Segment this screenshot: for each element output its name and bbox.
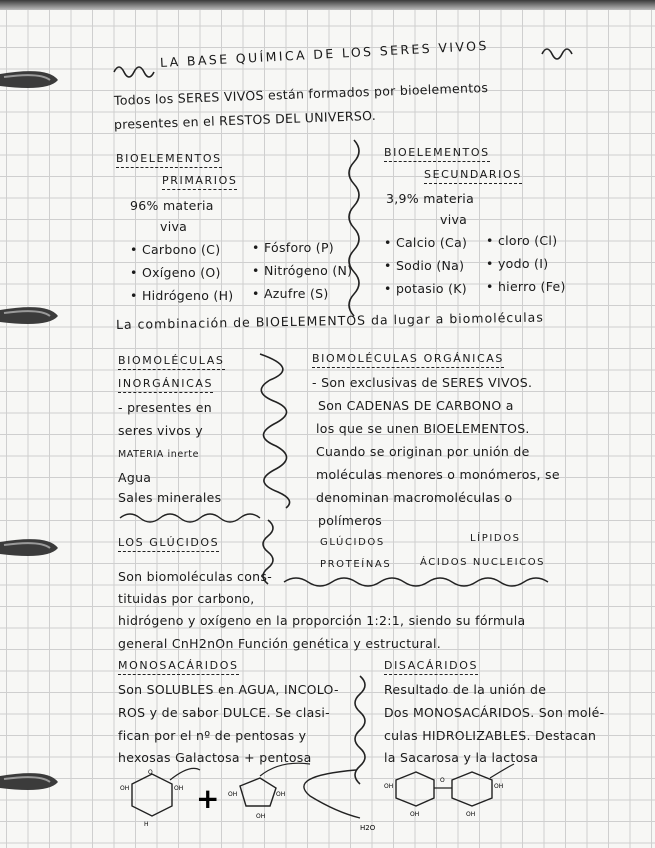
svg-text:O: O	[148, 769, 153, 776]
secundarios-item: • Calcio (Ca)	[384, 235, 468, 250]
primarios-heading-2: PRIMARIOS	[162, 174, 237, 190]
intro-line-1: Todos los SERES VIVOS están formados por bioelementos	[113, 79, 489, 108]
organicas-line: Son CADENAS DE CARBONO a	[318, 398, 514, 413]
organicas-line: denominan macromoléculas o	[316, 490, 513, 505]
glucidos-line: tituidas por carbono,	[118, 591, 255, 606]
disacaridos-line: Resultado de la unión de	[384, 682, 547, 697]
organicas-line: los que se unen BIOELEMENTOS.	[316, 421, 530, 436]
divider-wave-2-icon	[256, 350, 300, 510]
binder-ring-4-icon	[0, 770, 62, 794]
primarios-item: • Fósforo (P)	[252, 240, 334, 255]
binder-ring-2-icon	[0, 304, 62, 328]
fructose-ring-icon	[452, 772, 492, 806]
svg-text:OH: OH	[384, 783, 394, 790]
svg-text:OH: OH	[174, 785, 184, 792]
plus-sign: +	[196, 782, 220, 815]
disacaridos-line: culas HIDROLIZABLES. Destacan	[384, 728, 597, 743]
primarios-pct: 96% materia	[130, 198, 214, 213]
organicas-heading: BIOMOLÉCULAS ORGÁNICAS	[312, 352, 504, 368]
glucidos-line: hidrógeno y oxígeno en la proporción 1:2:1, siendo su fórmula	[118, 613, 526, 628]
primarios-pct-2: viva	[160, 219, 188, 234]
monosacaridos-line: hexosas Galactosa + pentosa	[118, 750, 312, 765]
organicas-line: polímeros	[318, 513, 383, 528]
inorganicas-heading-1: BIOMOLÉCULAS	[118, 354, 225, 370]
combination-sentence: La combinación de BIOELEMENTOS da lugar a biomoléculas	[115, 309, 544, 332]
separator-wave-2-icon	[282, 574, 552, 588]
organicas-type-proteinas: PROTEÍNAS	[320, 559, 392, 570]
primarios-item: • Nitrógeno (N)	[252, 263, 353, 278]
sugar-diagram	[110, 766, 610, 836]
svg-text:OH: OH	[276, 791, 286, 798]
organicas-type-acidos: ÁCIDOS NUCLEICOS	[420, 557, 546, 568]
title-squiggle-left-icon	[112, 62, 156, 76]
svg-text:OH: OH	[120, 785, 130, 792]
title-squiggle-right-icon	[540, 44, 576, 58]
secundarios-heading-1: BIOELEMENTOS	[384, 146, 490, 162]
monosacaridos-heading: MONOSACÁRIDOS	[118, 659, 239, 675]
glucidos-line: general CnH2nOn Función genética y estructural.	[118, 636, 442, 651]
inorganicas-line: seres vivos y	[118, 423, 203, 438]
secundarios-item: • yodo (I)	[486, 256, 549, 271]
secundarios-item: • potasio (K)	[384, 281, 467, 296]
divider-wave-1-icon	[344, 140, 364, 316]
binder-ring-3-icon	[0, 536, 62, 560]
organicas-line: moléculas menores o monómeros, se	[316, 467, 560, 482]
primarios-heading-1: BIOELEMENTOS	[116, 152, 222, 168]
svg-text:H: H	[144, 821, 149, 828]
hexose-ring-icon	[132, 774, 172, 816]
glucidos-line: Son biomoléculas cons-	[118, 569, 272, 584]
secundarios-item: • cloro (Cl)	[486, 233, 558, 248]
monosacaridos-line: Son SOLUBLES en AGUA, INCOLO-	[118, 682, 339, 697]
page-top-edge	[0, 0, 655, 10]
disacaridos-line: la Sacarosa y la lactosa	[384, 750, 539, 765]
pentose-ring-icon	[240, 778, 276, 806]
secundarios-heading-2: SECUNDARIOS	[424, 168, 522, 184]
monosacaridos-line: fican por el nº de pentosas y	[118, 728, 307, 743]
svg-text:OH: OH	[494, 783, 504, 790]
inorganicas-line: Sales minerales	[118, 490, 222, 505]
organicas-line: - Son exclusivas de SERES VIVOS.	[312, 375, 533, 390]
inorganicas-line: Agua	[118, 470, 152, 485]
primarios-item: • Oxígeno (O)	[130, 265, 221, 280]
disacaridos-heading: DISACÁRIDOS	[384, 659, 478, 675]
secundarios-item: • Sodio (Na)	[384, 258, 465, 273]
glucidos-heading: LOS GLÚCIDOS	[118, 536, 219, 552]
monosacaridos-line: ROS y de sabor DULCE. Se clasi-	[118, 705, 330, 720]
water-label: H2O	[360, 824, 376, 832]
primarios-item: • Carbono (C)	[130, 242, 221, 257]
binder-ring-1-icon	[0, 68, 62, 92]
svg-text:OH: OH	[256, 813, 266, 820]
glucose-ring-icon	[396, 772, 434, 806]
inorganicas-line: MATERIA inerte	[118, 449, 200, 460]
primarios-item: • Hidrógeno (H)	[130, 288, 234, 303]
svg-text:O: O	[440, 777, 445, 784]
inorganicas-line: - presentes en	[118, 400, 212, 415]
inorganicas-heading-2: INORGÁNICAS	[118, 377, 213, 393]
secundarios-pct: 3,9% materia	[386, 191, 475, 206]
intro-line-2: presentes en el RESTOS DEL UNIVERSO.	[113, 107, 377, 132]
svg-text:OH: OH	[228, 791, 238, 798]
secundarios-item: • hierro (Fe)	[486, 279, 566, 294]
organicas-type-glucidos: GLÚCIDOS	[320, 537, 385, 548]
organicas-type-lipidos: LÍPIDOS	[470, 533, 521, 544]
svg-text:OH: OH	[466, 811, 476, 818]
organicas-line: Cuando se originan por unión de	[316, 444, 530, 459]
disacaridos-line: Dos MONOSACÁRIDOS. Son molé-	[384, 705, 605, 720]
svg-text:OH: OH	[410, 811, 420, 818]
secundarios-pct-2: viva	[440, 212, 468, 227]
page-title: LA BASE QUÍMICA DE LOS SERES VIVOS	[159, 37, 490, 70]
separator-wave-1-icon	[118, 510, 268, 524]
primarios-item: • Azufre (S)	[252, 286, 329, 301]
